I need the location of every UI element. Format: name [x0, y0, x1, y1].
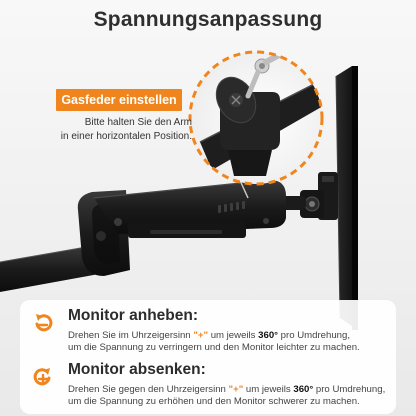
hint-line-1: Bitte halten Sie den Arm: [84, 117, 192, 128]
gas-spring-arm: [94, 180, 286, 238]
adjust-gas-spring-label: Gasfeder einstellen: [56, 89, 182, 111]
raise-line-1: Drehen Sie im Uhrzeigersinn "+" um jeweils 360° pro Umdrehung,: [68, 330, 350, 341]
hold-arm-hint: [40, 116, 192, 143]
instruction-panel: [20, 300, 396, 414]
lower-line-2: um die Spannung zu erhöhen und den Monitor schwerer zu machen.: [68, 396, 360, 407]
zoom-detail: [190, 46, 330, 184]
monitor-side: [336, 66, 358, 330]
hint-line-2: in einer horizontalen Position.: [60, 130, 192, 142]
raise-monitor-title: Monitor anheben:: [68, 307, 199, 324]
clockwise-arrow-icon: [32, 312, 54, 334]
lower-monitor-title: Monitor absenken:: [68, 361, 206, 378]
raise-line-2: um die Spannung zu verringern und den Monitor leichter zu machen.: [68, 342, 360, 353]
counterclockwise-arrow-icon: [32, 366, 54, 388]
page-title: Spannungsanpassung: [93, 8, 323, 31]
lower-line-1: Drehen Sie gegen den Uhrzeigersinn "+" um jeweils 360° pro Umdrehung,: [68, 384, 386, 395]
